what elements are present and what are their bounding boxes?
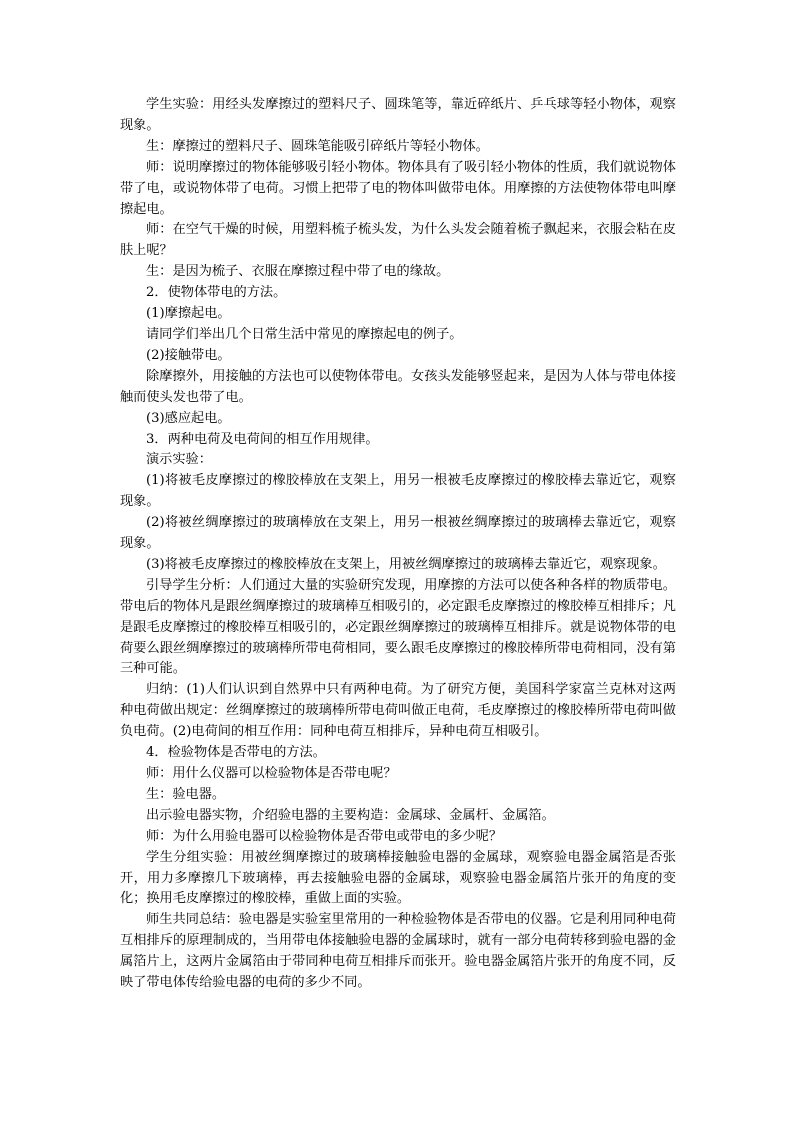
paragraph: 3．两种电荷及电荷间的相互作用规律。 [146, 431, 379, 447]
paragraph: 生：是因为梳子、衣服在摩擦过程中带了电的缘故。 [146, 264, 450, 280]
paragraph: 师生共同总结：验电器是实验室里常用的一种检验物体是否带电的仪器。它是利用同种电荷互相排斥的原理制成的，当用带电体接触验电器的金属球时，就有一部分电荷转移到验电器的金属箔片上，这两片金属箔由于带同种电荷互相排斥而张开。验电器金属箔片张开的角度不同，反映了带电体传给验电器的电荷的多少不同。 [120, 912, 676, 991]
document-page [120, 95, 676, 994]
paragraph: 师：说明摩擦过的物体能够吸引轻小物体。物体具有了吸引轻小物体的性质，我们就说物体带了电，或说物体带了电荷。习惯上把带了电的物体叫做带电体。用摩擦的方法使物体带电叫摩擦起电。 [120, 159, 676, 217]
paragraph: (1)将被毛皮摩擦过的橡胶棒放在支架上，用另一根被毛皮摩擦过的橡胶棒去靠近它，观察现象。 [120, 473, 676, 510]
paragraph: (3)感应起电。 [146, 410, 231, 426]
paragraph: 2．使物体带电的方法。 [146, 285, 287, 301]
paragraph: 师：为什么用验电器可以检验物体是否带电或带电的多少呢？ [146, 828, 503, 844]
paragraph: (1)摩擦起电。 [146, 306, 231, 322]
paragraph: 除摩擦外，用接触的方法也可以使物体带电。女孩头发能够竖起来，是因为人体与带电体接触而使头发也带了电。 [120, 368, 676, 405]
paragraph: 生：验电器。 [146, 786, 226, 802]
paragraph: (2)接触带电。 [146, 347, 231, 363]
paragraph: 归纳：(1)人们认识到自然界中只有两种电荷。为了研究方便，美国科学家富兰克林对这两种电荷做出规定：丝绸摩擦过的玻璃棒所带电荷叫做正电荷，毛皮摩擦过的橡胶棒所带电荷叫做负电荷。(2)电荷间的相互作用：同种电荷互相排斥，异种电荷互相吸引。 [120, 682, 676, 740]
paragraph: 生：摩擦过的塑料尺子、圆珠笔能吸引碎纸片等轻小物体。 [146, 138, 489, 154]
paragraph: 演示实验： [146, 452, 212, 468]
paragraph: (2)将被丝绸摩擦过的玻璃棒放在支架上，用另一根被丝绸摩擦过的玻璃棒去靠近它，观察现象。 [120, 515, 676, 552]
paragraph: 4．检验物体是否带电的方法。 [146, 745, 326, 761]
paragraph: 引导学生分析：人们通过大量的实验研究发现，用摩擦的方法可以使各种各样的物质带电。带电后的物体凡是跟丝绸摩擦过的玻璃棒互相吸引的，必定跟毛皮摩擦过的橡胶棒互相排斥；凡是跟毛皮摩擦过的橡胶棒互相吸引的，必定跟丝绸摩擦过的玻璃棒互相排斥。就是说物体带的电荷要么跟丝绸摩擦过的玻璃棒所带电荷相同，要么跟毛皮摩擦过的橡胶棒所带电荷相同，没有第三种可能。 [120, 577, 676, 677]
paragraph: 学生分组实验：用被丝绸摩擦过的玻璃棒接触验电器的金属球，观察验电器金属箔是否张开，用力多摩擦几下玻璃棒，再去接触验电器的金属球，观察验电器金属箔片张开的角度的变化；换用毛皮摩擦过的橡胶棒，重做上面的实验。 [120, 849, 676, 907]
paragraph: 师：用什么仪器可以检验物体是否带电呢？ [146, 766, 397, 781]
paragraph: (3)将被毛皮摩擦过的橡胶棒放在支架上，用被丝绸摩擦过的玻璃棒去靠近它，观察现象。 [146, 556, 666, 572]
paragraph: 出示验电器实物，介绍验电器的主要构造：金属球、金属杆、金属箔。 [146, 807, 555, 823]
paragraph: 请同学们举出几个日常生活中常见的摩擦起电的例子。 [146, 326, 463, 342]
paragraph: 师：在空气干燥的时候，用塑料梳子梳头发，为什么头发会随着梳子飘起来，衣服会粘在皮肤上呢？ [120, 222, 676, 259]
paragraph: 学生实验：用经头发摩擦过的塑料尺子、圆珠笔等，靠近碎纸片、乒乓球等轻小物体，观察现象。 [120, 97, 676, 133]
